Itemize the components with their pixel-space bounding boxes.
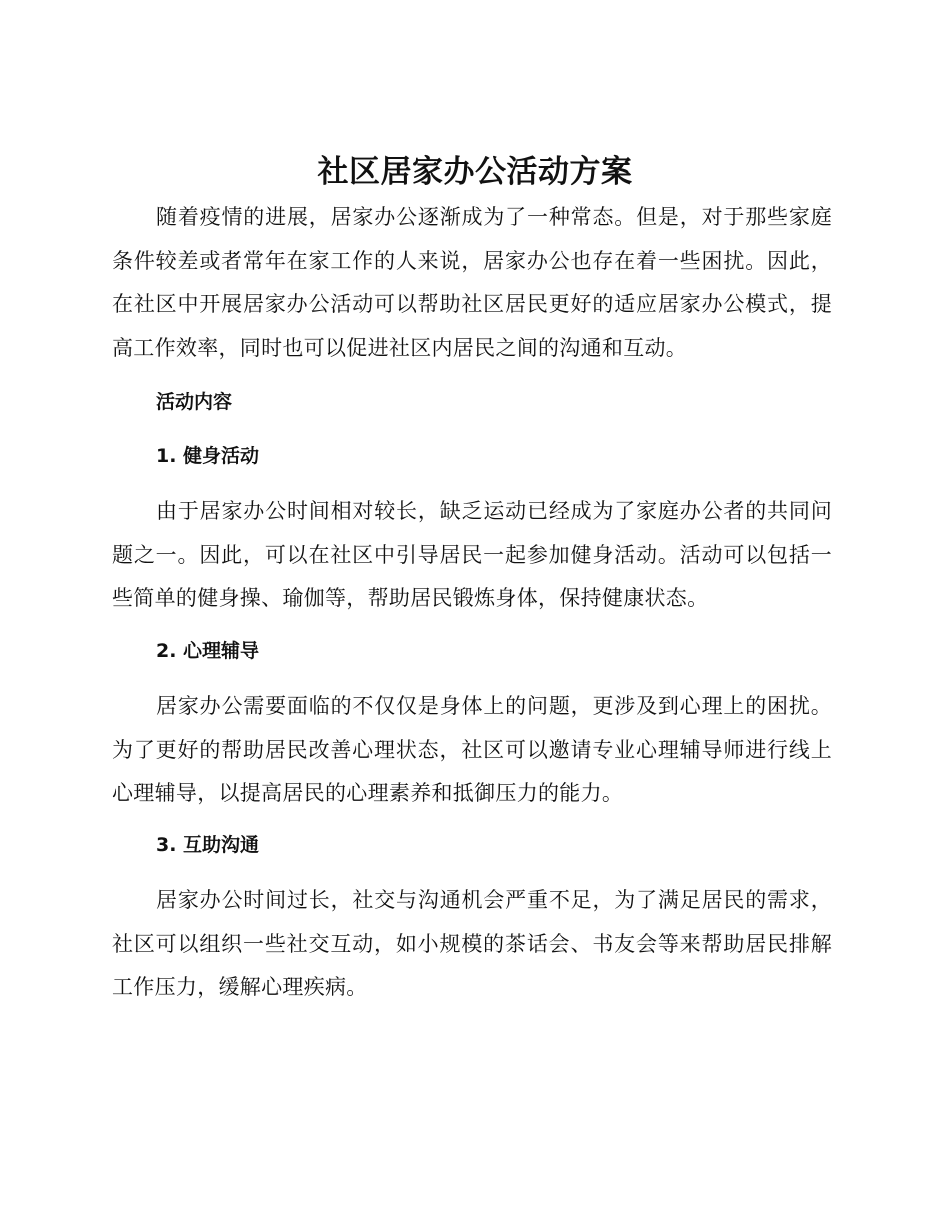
item-body-communication: 居家办公时间过长，社交与沟通机会严重不足，为了满足居民的需求，社区可以组织一些社交互动，如小规模的茶话会、书友会等来帮助居民排解工作压力，缓解心理疾病。: [112, 888, 832, 999]
item-heading-fitness: 1. 健身活动: [156, 445, 260, 467]
section-heading: 活动内容: [156, 391, 233, 413]
item-heading-counseling: 2. 心理辅导: [156, 640, 260, 662]
intro-paragraph: 随着疫情的进展，居家办公逐渐成为了一种常态。但是，对于那些家庭条件较差或者常年在家工作的人来说，居家办公也存在着一些困扰。因此，在社区中开展居家办公活动可以帮助社区居民更好的适应居家办公模式，提高工作效率，同时也可以促进社区内居民之间的沟通和互动。: [112, 205, 832, 360]
document-title: 社区居家办公活动方案: [317, 154, 633, 190]
item-heading-communication: 3. 互助沟通: [156, 834, 260, 856]
item-body-counseling: 居家办公需要面临的不仅仅是身体上的问题，更涉及到心理上的困扰。为了更好的帮助居民改善心理状态，社区可以邀请专业心理辅导师进行线上心理辅导，以提高居民的心理素养和抵御压力的能力。: [112, 694, 832, 805]
item-body-fitness: 由于居家办公时间相对较长，缺乏运动已经成为了家庭办公者的共同问题之一。因此，可以在社区中引导居民一起参加健身活动。活动可以包括一些简单的健身操、瑜伽等，帮助居民锻炼身体，保持健康状态。: [112, 499, 832, 610]
